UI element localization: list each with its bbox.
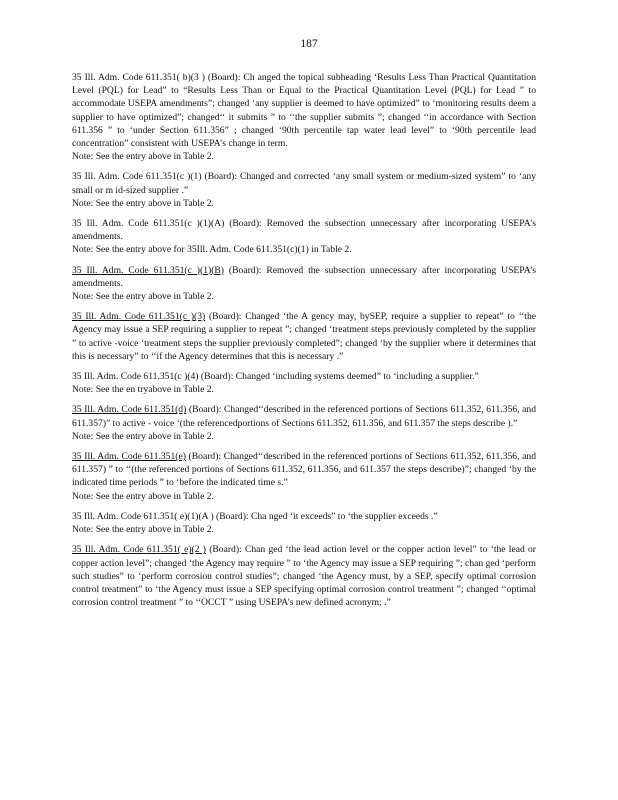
entry-text: Changed and corrected ‘any small system or medium-sized system” to ‘any small or m id-sized supplier .” — [72, 171, 536, 196]
entry-citation: 35 Ill. Adm. Code 611.351(e) — [72, 451, 186, 463]
entry — [72, 543, 536, 609]
entry-citation: 35 Ill. Adm. Code 611.351( b)(3 ) (Board): — [72, 72, 241, 83]
entry-text: Removed the subsection unnecessary after incorporating USEPA’s amendments. — [72, 218, 536, 243]
entry-text: (Board): Chan ged ‘the lead action level or the copper action level” to ‘the lead or copper action level”; changed ‘the Agency may require ” to ‘the Agency may issue a SEP requiring ”; chan ged ‘perform such studies” to ‘perform corrosion control studies”; changed ‘the Agency must, by a SEP, specify optimal corrosion control treatment” to ‘the Agency must issue a SEP specifying optimal corrosion control treatment ”; changed ‘‘optimal corrosion control treatment ” to ‘‘OCCT ” using USEPA’s new defined acronym; .” — [72, 544, 536, 609]
entry-body — [72, 510, 536, 523]
entry-citation: 35 Ill. Adm. Code 611.351( e)(2 ) — [72, 544, 206, 556]
entry-note: Note: See the entry above in Table 2. — [72, 490, 214, 502]
entry-text: (Board): Changed‘‘described in the referenced portions of Sections 611.352, 611.356, and 611.357) ” to ‘‘(the referenced portions of Sections 611.352, 611.356, and 611.357 the steps describe)”; changed ‘by the indicated time periods ” to ‘before the indicated time s.” — [72, 451, 536, 489]
entry — [72, 170, 536, 210]
entry-note: Note: See the entry above in Table 2. — [72, 524, 214, 536]
entry-citation: 35 Ill. Adm. Code 611.351( e)(1)(A ) (Board): — [72, 510, 249, 522]
entry-citation: 35 Ill. Adm. Code 611.351(c )(1)(A) (Board): — [72, 218, 262, 230]
entry-body — [72, 370, 536, 383]
entry-citation: 35 Ill. Adm. Code 611.351(c )(3) — [72, 311, 206, 323]
entry-note: Note: See the entry above in Table 2. — [72, 291, 214, 303]
entry-body — [72, 71, 536, 150]
entry-body — [72, 170, 536, 196]
entry — [72, 450, 536, 503]
entry-note: Note: See the entry above in Table 2. — [72, 151, 214, 163]
entry — [72, 310, 536, 363]
entry-note: Note: See the entry above for 35Ill. Adm. Code 611.351(c)(1) in Table 2. — [72, 244, 352, 256]
entry — [72, 370, 536, 396]
entry-body — [72, 264, 536, 290]
entry-note: Note: See the entry above in Table 2. — [72, 197, 214, 209]
entry-text: (Board): Removed the subsection unnecessary after incorporating USEPA’s amendments. — [72, 264, 536, 289]
entry-text: (Board): Changed ‘the A gency may, bySEP, require a supplier to repeat” to ‘‘the Agency may issue a SEP requiring a supplier to repeat ”; changed ‘treatment steps previously completed by the supplier ” to active -voice ‘treatment steps the supplier previously completed”; changed ‘by the supplier where it determines that this is necessary” to ‘‘if the Agency determines that this is necessary .” — [72, 311, 536, 362]
entry-text: Ch anged the topical subheading ‘Results Less Than Practical Quantitation Level (PQL) for Lead” to “Results Less Than or Equal to the Practical Quantitation Level (PQL) for Lead ” to accommodate USEPA amendments”; changed ‘any supplier is deemed to have optimized” to ‘monitoring results deem a supplier to have optimized”; changed‘‘ it submits ” to ‘‘the supplier submits ”; changed ‘‘in accordance with Section 611.356 ” to ‘under Section 611.356” ; changed ‘90th percentile tap water lead level” to ‘90th percentile lead concentration” consistent with USEPA’s change in term. — [72, 72, 537, 150]
entry-body — [72, 310, 536, 363]
entry-body — [72, 217, 536, 243]
entry-text: (Board): Changed‘‘described in the referenced portions of Sections 611.352, 611.356, and 611.357)” to active - voice ‘(the referencedportions of Sections 611.352, 611.356, and 611.357 the steps describe ).” — [72, 404, 536, 429]
entry-body — [72, 450, 536, 490]
entry-note: Note: See the en tryabove in Table 2. — [72, 384, 214, 396]
entry-citation: 35 Ill. Adm. Code 611.351(c )(1) (Board): — [72, 171, 238, 183]
entry — [72, 510, 536, 536]
entry — [72, 71, 536, 163]
entry-text: Cha nged ‘it exceeds” to ‘the supplier exceeds .” — [248, 510, 438, 522]
entry-citation: 35 Ill. Adm. Code 611.351(c )(4) (Board): — [72, 371, 234, 383]
entry — [72, 217, 536, 257]
entry — [72, 403, 536, 443]
entry-body — [72, 543, 536, 609]
page-number: 187 — [300, 38, 318, 50]
entry-body — [72, 403, 536, 429]
entry-note: Note: See the entry above in Table 2. — [72, 430, 214, 442]
entry — [72, 264, 536, 304]
entry-citation: 35 Ill. Adm. Code 611.351(c )(1)(B) — [72, 264, 224, 276]
entries-list — [72, 71, 536, 616]
entry-citation: 35 Ill. Adm. Code 611.351(d) — [72, 404, 187, 416]
entry-text: Changed ‘including systems deemed” to ‘including a supplier.” — [233, 371, 479, 383]
